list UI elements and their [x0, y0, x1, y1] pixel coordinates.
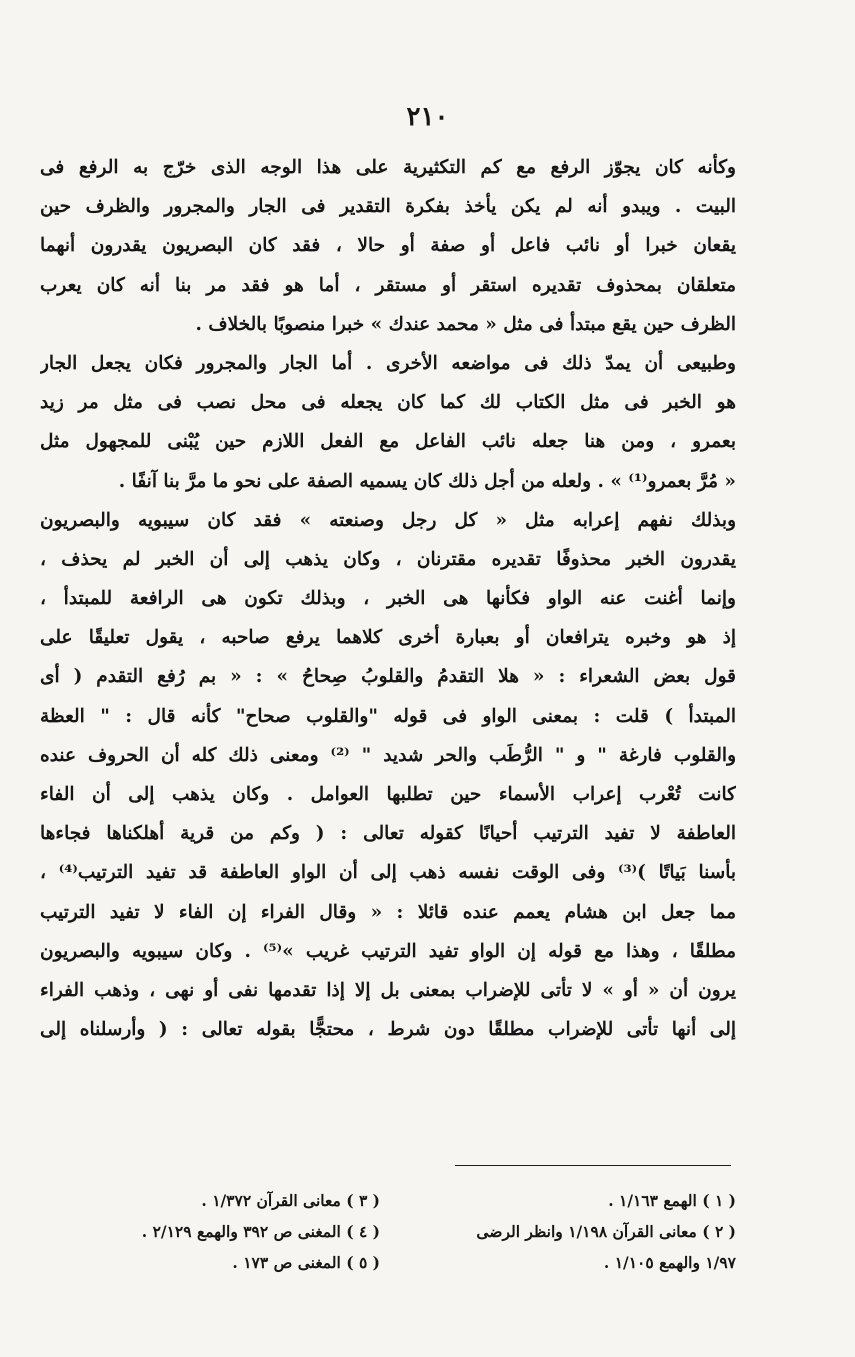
- text-line: إلى أنها تأتى للإضراب مطلقًا دون شرط ، محتجًّا بقوله تعالى : ( وأرسلناه إلى: [40, 1019, 736, 1041]
- text-line: وكأنه كان يجوّز الرفع مع كم التكثيرية على هذا الوجه الذى خرّج به الرفع فى: [40, 157, 736, 178]
- footnote-separator: [455, 1165, 731, 1166]
- text-line: البيت . ويبدو أنه لم يكن يأخذ بفكرة التقدير فى الجار والمجرور والظرف حين: [40, 196, 736, 218]
- text-line: والقلوب فارغة " و " الرُّطَب والحر شديد " ⁽²⁾ ومعنى ذلك كله أن الحروف عنده: [40, 744, 736, 766]
- text-line: يقعان خبرا أو نائب فاعل أو صفة أو حالا ، فقد كان البصريون يقدرون أنهما: [40, 235, 736, 257]
- text-line: هو الخبر فى مثل الكتاب لك كما كان يجعله فى محل نصب فى مثل مر زيد: [40, 392, 736, 414]
- text-line: قول بعض الشعراء : « هلا التقدمُ والقلوبُ صِحاحُ » : « بم رُفع التقدم ( أى: [40, 666, 736, 688]
- text-line: الظرف حين يقع مبتدأ فى مثل « محمد عندك » خبرا منصوبًا بالخلاف .: [195, 313, 736, 335]
- footnote: ( ٥ ) المغنى ص ١٧٣ .: [232, 1253, 380, 1272]
- text-line: العاطفة لا تفيد الترتيب أحيانًا كقوله تعالى : ( وكم من قرية أهلكناها فجاءها: [40, 823, 736, 845]
- text-line: وبذلك نفهم إعرابه مثل « كل رجل وصنعته » فقد كان سيبويه والبصريون: [40, 509, 736, 531]
- text-line: متعلقان بمحذوف تقديره استقر أو مستقر ، أما هو فقد مر بنا أنه كان يعرب: [40, 274, 736, 296]
- footnote: ( ٣ ) معانى القرآن ١/٣٧٢ .: [201, 1191, 380, 1210]
- footnote: ( ٤ ) المغنى ص ٣٩٢ والهمع ٢/١٢٩ .: [141, 1222, 380, 1241]
- text-line: مما جعل ابن هشام يعمم عنده قائلا : « وقال الفراء إن الفاء لا تفيد الترتيب: [40, 901, 736, 923]
- text-line: مطلقًا ، وهذا مع قوله إن الواو تفيد الترتيب غريب »⁽⁵⁾ . وكان سيبويه والبصريون: [40, 940, 736, 962]
- text-line: وطبيعى أن يمدّ ذلك فى مواضعه الأخرى . أما الجار والمجرور فكان يجعل الجار: [40, 352, 736, 374]
- page-number: ٢١٠: [406, 102, 449, 132]
- text-line: بأسنا بَياتًا )⁽³⁾ وفى الوقت نفسه ذهب إلى أن الواو العاطفة قد تفيد الترتيب⁽⁴⁾ ،: [40, 862, 736, 884]
- footnotes-right-column: [396, 1185, 736, 1278]
- text-line: بعمرو ، ومن هنا جعله نائب الفاعل مع الفعل اللازم حين يُبْنى للمجهول مثل: [40, 431, 736, 453]
- text-line: يرون أن « أو » لا تأتى للإضراب بمعنى بل إلا إذا تقدمها نفى أو نهى ، وذهب الفراء: [40, 979, 736, 1001]
- text-line: « مُرَّ بعمرو⁽¹⁾ » . ولعله من أجل ذلك كان يسميه الصفة على نحو ما مرَّ بنا آنفًا .: [118, 470, 736, 492]
- text-line: إذ هو وخبره يترافعان أو بعبارة أخرى كلاهما يرفع صاحبه ، يقول تعليقًا على: [40, 627, 736, 649]
- text-line: وإنما أغنت عنه الواو فكأنها هى الخبر ، وبذلك تكون هى الرافعة للمبتدأ ،: [40, 588, 736, 610]
- footnote: ( ١ ) الهمع ١/١٦٣ .: [608, 1191, 736, 1210]
- footnote: ( ٢ ) معانى القرآن ١/١٩٨ وانظر الرضى: [476, 1222, 736, 1241]
- footnotes-left-column: [40, 1185, 380, 1278]
- footnotes: [40, 1185, 736, 1278]
- body-text: [40, 148, 736, 1049]
- text-line: المبتدأ ) قلت : بمعنى الواو فى قوله "والقلوب صحاح" كأنه قال : " العظة: [40, 705, 736, 727]
- text-line: كانت تُعْرب إعراب الأسماء حين تطلبها العوامل . وكان يذهب إلى أن الفاء: [40, 784, 736, 805]
- text-line: يقدرون الخبر محذوفًا تقديره مقترنان ، وكان يذهب إلى أن الخبر لم يحذف ،: [40, 548, 736, 570]
- footnote-continuation: ١/٩٧ والهمع ١/١٠٥ .: [603, 1253, 736, 1272]
